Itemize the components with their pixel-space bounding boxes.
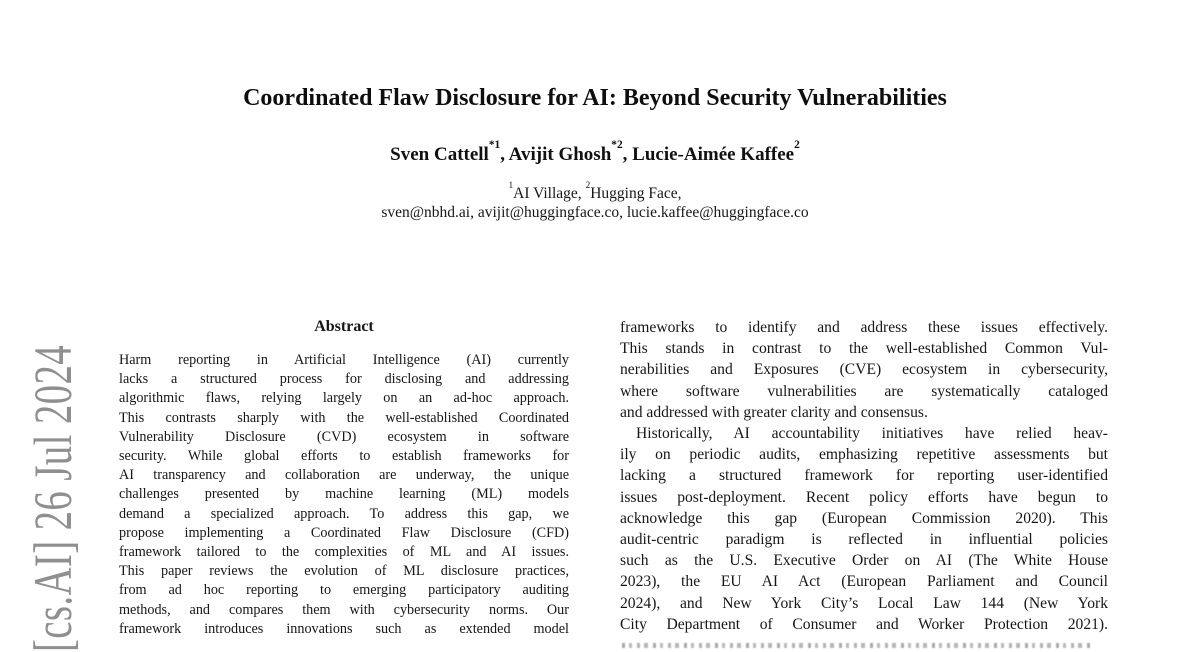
superscript: 1 xyxy=(508,180,514,191)
text-line: Harm reporting in Artificial Intelligence (AI) currently xyxy=(119,352,569,368)
text-line: Vulnerability Disclosure (CVD) ecosystem in software xyxy=(119,428,569,445)
text-line: 2024), and New York City’s Local Law 144 (New York xyxy=(620,594,1108,612)
text-line: algorithmic flaws, relying largely on an ad-hoc approach. xyxy=(119,390,569,407)
abstract-text xyxy=(119,351,569,639)
text-line: from ad hoc reporting to emerging participatory auditing xyxy=(119,582,569,599)
text-line: framework tailored to the complexities of ML and AI issues. xyxy=(119,544,569,561)
author-line: Sven Cattell$^{*1}$, Avijit Ghosh$^{*2}$, Lucie-Aimée Kaffee$^2$ xyxy=(390,138,800,165)
superscript: 2 xyxy=(794,138,800,151)
clipped-text-line xyxy=(622,643,1090,648)
text-line: audit-centric paradigm is reflected in influential policies xyxy=(620,531,1108,549)
introduction-column xyxy=(620,317,1108,635)
text-line: propose implementing a Coordinated Flaw Disclosure (CFD) xyxy=(119,524,569,541)
text-line: demand a specialized approach. To address this gap, we xyxy=(119,505,569,522)
email-line: sven@nbhd.ai, avijit@huggingface.co, lucie.kaffee@huggingface.co xyxy=(381,204,809,221)
abstract-heading: Abstract xyxy=(314,318,374,335)
text-line: acknowledge this gap (European Commission 2020). This xyxy=(620,509,1108,527)
text-line: frameworks to identify and address these issues effectively. xyxy=(620,319,1108,336)
text-line: This contrasts sharply with the well-established Coordinated xyxy=(119,409,569,426)
text-line: nerabilities and Exposures (CVE) ecosystem in cybersecurity, xyxy=(620,361,1108,379)
text-line: Historically, AI accountability initiatives have relied heav- xyxy=(636,425,1108,443)
superscript: *1 xyxy=(488,138,501,151)
text-line: lacks a structured process for disclosing and addressing xyxy=(119,371,569,388)
text-line: This paper reviews the evolution of ML disclosure practices, xyxy=(119,563,569,580)
text-line: methods, and compares them with cybersecurity norms. Our xyxy=(119,601,569,618)
text-line: ily on periodic audits, emphasizing repetitive assessments but xyxy=(620,446,1108,464)
text-line: 2023), the EU AI Act (European Parliament and Council xyxy=(620,573,1108,591)
text-line: where software vulnerabilities are systematically cataloged xyxy=(620,382,1108,400)
paper-title: Coordinated Flaw Disclosure for AI: Beyond Security Vulnerabilities xyxy=(243,85,947,111)
affiliation-line: $^1$AI Village, $^2$Hugging Face, xyxy=(508,180,682,202)
text-line: security. While global efforts to establish frameworks for xyxy=(119,448,569,465)
text-line: lacking a structured framework for reporting user-identified xyxy=(620,467,1108,485)
text-line: issues post-deployment. Recent policy efforts have begun to xyxy=(620,488,1108,506)
text-line: and addressed with greater clarity and consensus. xyxy=(620,403,928,421)
superscript: *2 xyxy=(611,138,623,151)
text-line: AI transparency and collaboration are underway, the unique xyxy=(119,467,569,484)
text-line: framework introduces innovations such as extended model xyxy=(119,620,569,637)
text-line: This stands in contrast to the well-established Common Vul- xyxy=(620,340,1108,358)
text-line: challenges presented by machine learning (ML) models xyxy=(119,486,569,503)
arxiv-watermark: [cs.AI] 26 Jul 2024 xyxy=(23,344,83,652)
text-line: such as the U.S. Executive Order on AI (The White House xyxy=(620,552,1108,570)
text-line: City Department of Consumer and Worker Protection 2021). xyxy=(620,615,1108,633)
superscript: 2 xyxy=(585,180,591,191)
